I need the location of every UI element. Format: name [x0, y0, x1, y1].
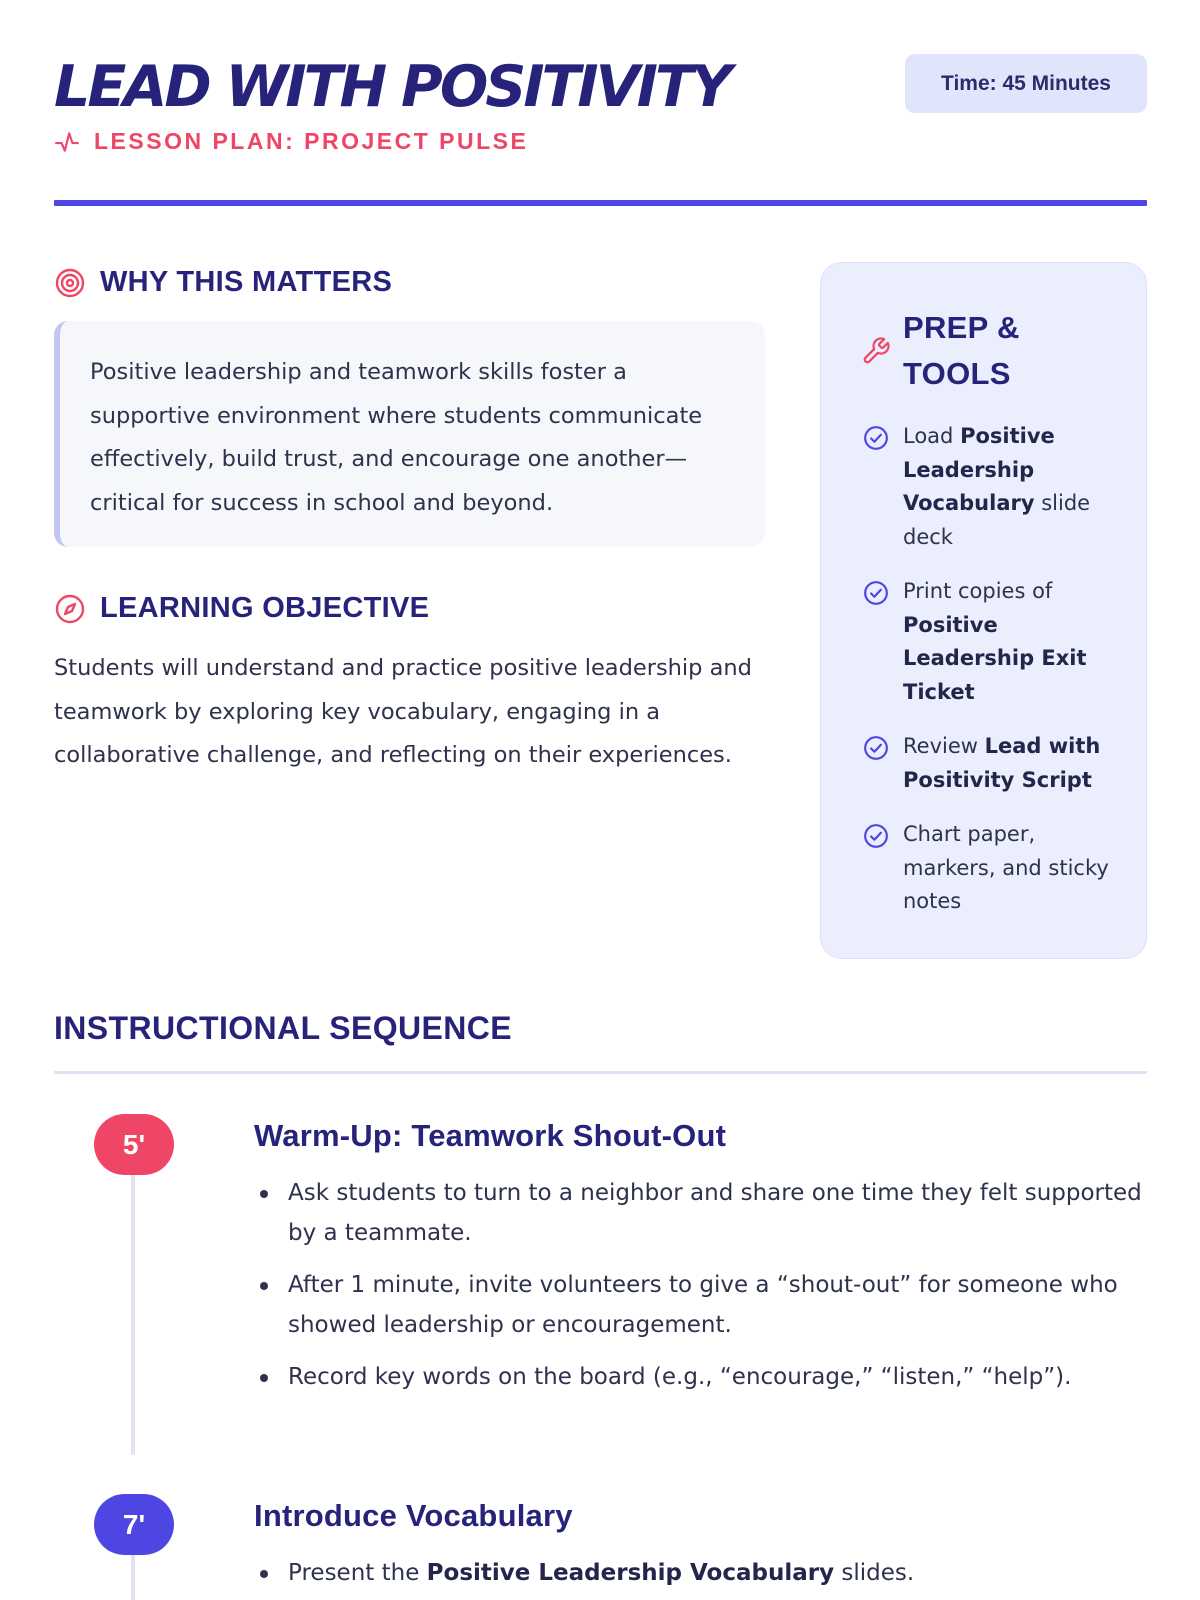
objective-heading — [54, 592, 429, 625]
emphasized-text: Positive Leadership Vocabulary — [903, 424, 1055, 515]
check-circle-icon — [863, 823, 889, 849]
item-text: slides. — [834, 1560, 915, 1586]
step-bullets — [254, 1173, 1154, 1409]
step-time-pill: 7' — [94, 1494, 174, 1555]
item-text: Review — [903, 734, 985, 758]
check-circle-icon — [863, 735, 889, 761]
prep-title-line1: PREP & — [903, 310, 1020, 345]
timeline-line — [131, 1555, 135, 1600]
sequence-heading: INSTRUCTIONAL SEQUENCE — [54, 1010, 513, 1046]
item-text: Print copies of — [903, 579, 1053, 603]
page-title: LEAD WITH POSITIVITY — [54, 54, 730, 120]
prep-list — [863, 420, 1123, 940]
item-text: Present the — [288, 1560, 427, 1586]
step-title: Introduce Vocabulary — [254, 1498, 573, 1533]
step-title: Warm-Up: Teamwork Shout-Out — [254, 1118, 727, 1153]
emphasized-text: Lead with Positivity Script — [903, 734, 1101, 792]
check-circle-icon — [863, 425, 889, 451]
emphasized-text: Positive Leadership Vocabulary — [426, 1560, 835, 1586]
prep-heading — [861, 305, 1020, 397]
step-bullet — [254, 1173, 1154, 1253]
prep-item-text — [903, 730, 1123, 797]
prep-title-line2: TOOLS — [903, 356, 1011, 391]
why-callout — [54, 321, 765, 547]
step-bullet — [254, 1265, 1154, 1345]
item-text: Load — [903, 424, 961, 448]
step-bullet — [254, 1553, 1154, 1593]
step-bullet — [254, 1357, 1154, 1397]
item-text: Record key words on the board (e.g., “encourage,” “listen,” “help”). — [288, 1364, 1072, 1390]
target-icon — [54, 267, 86, 299]
item-text: Ask students to turn to a neighbor and share one time they felt supported by a teammate. — [288, 1180, 1142, 1246]
time-badge: Time: 45 Minutes — [905, 54, 1147, 113]
prep-title — [903, 305, 1020, 397]
compass-icon — [54, 593, 86, 625]
objective-heading-text: LEARNING OBJECTIVE — [100, 592, 430, 624]
wrench-icon — [861, 336, 891, 366]
sequence-divider — [54, 1071, 1147, 1074]
item-text: After 1 minute, invite volunteers to give a “shout-out” for someone who showed leadership or encouragement. — [288, 1272, 1118, 1338]
pulse-icon — [54, 129, 80, 155]
why-text: Positive leadership and teamwork skills foster a supportive environment where students communicate effectively, build trust, and encourage one another—critical for success in school and beyond. — [90, 359, 703, 516]
why-heading — [54, 266, 392, 299]
subtitle-text: LESSON PLAN: PROJECT PULSE — [94, 128, 529, 154]
prep-item-text — [903, 575, 1123, 709]
check-circle-icon — [863, 580, 889, 606]
prep-tools-card — [820, 262, 1147, 959]
timeline-line — [131, 1150, 135, 1455]
emphasized-text: Positive Leadership Exit Ticket — [903, 612, 1087, 704]
why-heading-text: WHY THIS MATTERS — [100, 266, 393, 298]
prep-item-text — [903, 420, 1123, 554]
prep-item — [863, 730, 1123, 797]
prep-item — [863, 818, 1123, 919]
prep-item-text — [903, 818, 1123, 919]
header-divider — [54, 200, 1147, 206]
step-time-pill: 5' — [94, 1114, 174, 1175]
lesson-subtitle — [54, 128, 528, 155]
prep-item — [863, 575, 1123, 709]
prep-item — [863, 420, 1123, 554]
step-bullets — [254, 1553, 1154, 1600]
item-text: Chart paper, markers, and sticky notes — [903, 822, 1109, 913]
objective-text: Students will understand and practice positive leadership and teamwork by exploring key vocabulary, engaging in a collaborative challenge, and reflecting on their experiences. — [54, 655, 752, 768]
item-text: slide deck — [903, 491, 1091, 549]
